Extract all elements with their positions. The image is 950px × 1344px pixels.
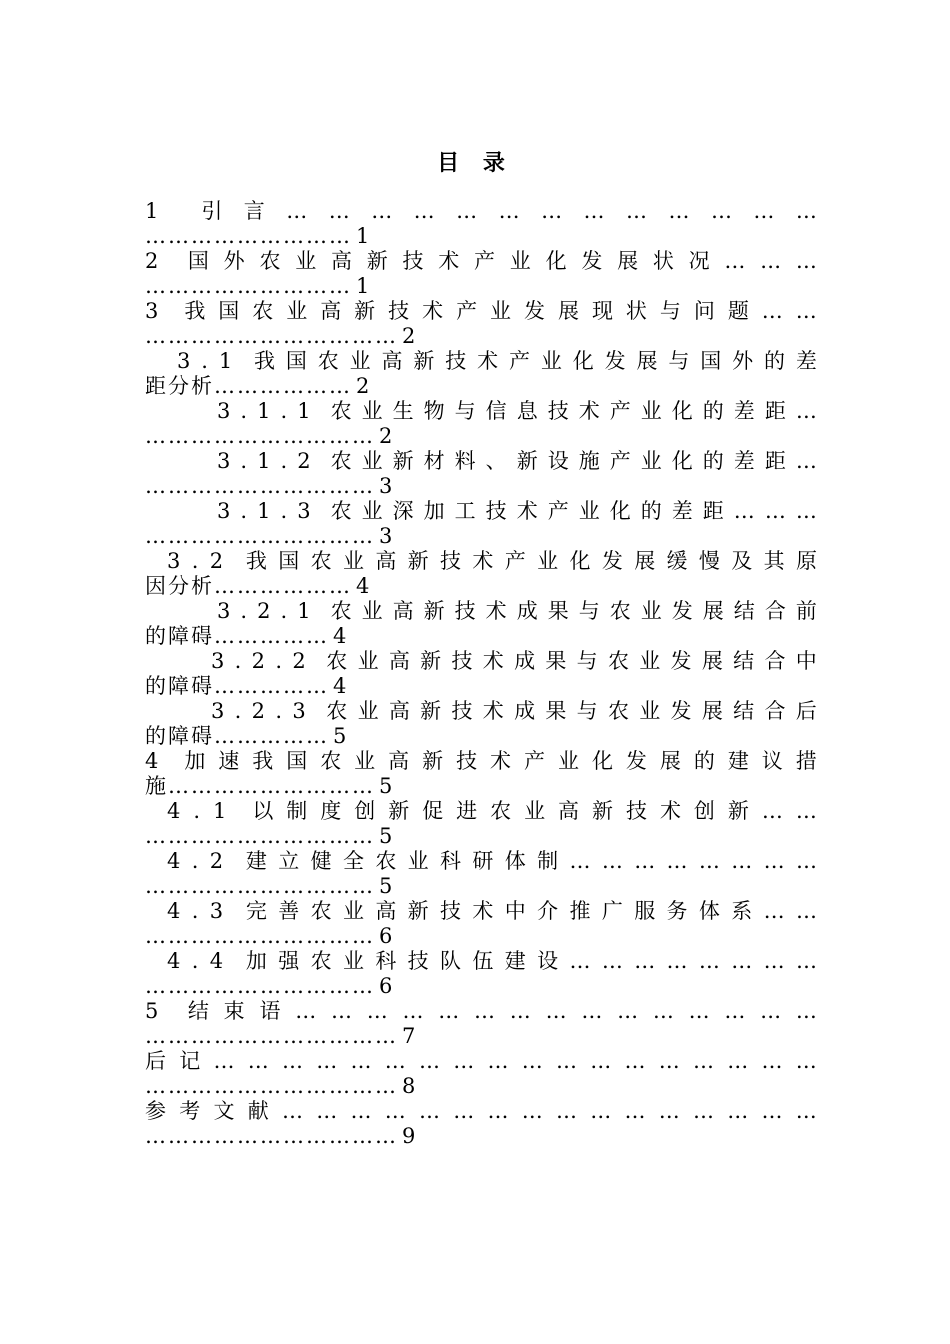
toc-page-number: 9	[402, 1124, 416, 1148]
toc-page-number: 5	[379, 824, 393, 848]
toc-entry-continuation: 的障碍……………	[145, 624, 329, 648]
toc-entry-heading: 3 . 1 . 2 农 业 新 材 料 、 新 设 施 产 业 化 的 差 距 …	[217, 449, 817, 473]
toc-entry-heading: 3 . 2 我 国 农 业 高 新 技 术 产 业 化 发 展 缓 慢 及 其 原	[167, 549, 817, 573]
toc-entry-leader	[145, 724, 817, 749]
toc-entry	[145, 249, 817, 299]
toc-entry-leader	[145, 574, 817, 599]
toc-entry-continuation: ……………………………	[145, 1124, 398, 1148]
toc-entry-heading: 3 . 1 . 3 农 业 深 加 工 技 术 产 业 化 的 差 距 … … …	[217, 499, 817, 523]
toc-entry-heading: 4 . 1 以 制 度 创 新 促 进 农 业 高 新 技 术 创 新 … …	[167, 799, 817, 823]
toc-entry-continuation: …………………………	[145, 424, 375, 448]
table-of-contents	[145, 199, 817, 1149]
toc-entry	[145, 999, 817, 1049]
toc-entry	[145, 949, 817, 999]
toc-entry-leader	[145, 224, 817, 249]
toc-entry-continuation: ……………………………	[145, 1074, 398, 1098]
toc-entry	[145, 199, 817, 249]
toc-page-number: 5	[333, 724, 347, 748]
toc-entry-continuation: ………………………	[145, 224, 352, 248]
toc-entry-continuation: ………………………	[145, 274, 352, 298]
toc-entry	[145, 699, 817, 749]
toc-entry-continuation: 的障碍……………	[145, 674, 329, 698]
toc-entry-continuation: 因分析………………	[145, 574, 352, 598]
toc-entry-leader	[145, 524, 817, 549]
toc-page-number: 6	[379, 974, 393, 998]
toc-entry-leader	[145, 274, 817, 299]
toc-page-number: 8	[402, 1074, 416, 1098]
toc-page-number: 3	[379, 474, 393, 498]
toc-entry-heading: 3 . 2 . 3 农 业 高 新 技 术 成 果 与 农 业 发 展 结 合 后	[211, 699, 817, 723]
toc-entry-leader	[145, 674, 817, 699]
toc-entry-heading: 3 . 2 . 2 农 业 高 新 技 术 成 果 与 农 业 发 展 结 合 中	[211, 649, 817, 673]
toc-entry-heading: 5 结 束 语 … … … … … … … … … … … … … … …	[145, 999, 817, 1023]
toc-entry-heading: 3 . 1 . 1 农 业 生 物 与 信 息 技 术 产 业 化 的 差 距 …	[217, 399, 817, 423]
toc-entry-heading: 参 考 文 献 … … … … … … … … … … … … … … … …	[145, 1099, 817, 1123]
toc-entry-leader	[145, 374, 817, 399]
toc-entry	[145, 899, 817, 949]
toc-entry-heading: 3 . 1 我 国 农 业 高 新 技 术 产 业 化 发 展 与 国 外 的 差	[177, 349, 817, 373]
toc-page-number: 1	[356, 274, 370, 298]
toc-entry-leader	[145, 874, 817, 899]
toc-entry-leader	[145, 324, 817, 349]
toc-entry-continuation: 的障碍……………	[145, 724, 329, 748]
toc-entry	[145, 799, 817, 849]
toc-page-number: 4	[356, 574, 370, 598]
toc-entry-heading: 3 我 国 农 业 高 新 技 术 产 业 发 展 现 状 与 问 题 … …	[145, 299, 817, 323]
toc-entry-heading: 4 . 2 建 立 健 全 农 业 科 研 体 制 … … … … … … … …	[167, 849, 817, 873]
toc-entry-heading: 4 . 3 完 善 农 业 高 新 技 术 中 介 推 广 服 务 体 系 … …	[167, 899, 817, 923]
toc-entry	[145, 499, 817, 549]
toc-entry-leader	[145, 774, 817, 799]
toc-entry	[145, 749, 817, 799]
toc-entry-leader	[145, 474, 817, 499]
toc-entry-continuation: ……………………………	[145, 1024, 398, 1048]
toc-entry-leader	[145, 974, 817, 999]
toc-entry	[145, 1049, 817, 1099]
toc-entry-leader	[145, 1124, 817, 1149]
toc-entry	[145, 299, 817, 349]
toc-entry-leader	[145, 1024, 817, 1049]
toc-entry	[145, 349, 817, 399]
toc-page-number: 2	[402, 324, 416, 348]
toc-entry	[145, 549, 817, 599]
toc-entry-continuation: …………………………	[145, 974, 375, 998]
toc-entry	[145, 649, 817, 699]
toc-entry-leader	[145, 424, 817, 449]
toc-page-number: 5	[379, 874, 393, 898]
toc-page-number: 4	[333, 674, 347, 698]
toc-page-number: 6	[379, 924, 393, 948]
toc-page-number: 1	[356, 224, 370, 248]
toc-entry-heading: 2 国 外 农 业 高 新 技 术 产 业 化 发 展 状 况 … … …	[145, 249, 817, 273]
toc-entry-continuation: …………………………	[145, 474, 375, 498]
toc-entry-heading: 3 . 2 . 1 农 业 高 新 技 术 成 果 与 农 业 发 展 结 合 前	[217, 599, 817, 623]
toc-entry	[145, 599, 817, 649]
toc-title: 目 录	[437, 151, 513, 176]
toc-entry-continuation: ……………………………	[145, 324, 398, 348]
toc-entry	[145, 849, 817, 899]
toc-entry-heading: 4 加 速 我 国 农 业 高 新 技 术 产 业 化 发 展 的 建 议 措	[145, 749, 817, 773]
toc-entry-continuation: …………………………	[145, 824, 375, 848]
toc-entry	[145, 449, 817, 499]
toc-page-number: 4	[333, 624, 347, 648]
toc-entry-heading: 4 . 4 加 强 农 业 科 技 队 伍 建 设 … … … … … … … …	[167, 949, 817, 973]
toc-entry	[145, 399, 817, 449]
toc-page-number: 2	[379, 424, 393, 448]
toc-page-number: 2	[356, 374, 370, 398]
toc-entry-leader	[145, 924, 817, 949]
toc-entry-heading: 后 记 … … … … … … … … … … … … … … … … … …	[145, 1049, 817, 1073]
toc-entry-continuation: …………………………	[145, 874, 375, 898]
toc-entry-leader	[145, 624, 817, 649]
toc-entry-leader	[145, 1074, 817, 1099]
toc-page-number: 5	[379, 774, 393, 798]
toc-entry	[145, 1099, 817, 1149]
toc-entry-continuation: …………………………	[145, 924, 375, 948]
toc-entry-continuation: …………………………	[145, 524, 375, 548]
toc-page-number: 3	[379, 524, 393, 548]
toc-entry-leader	[145, 824, 817, 849]
toc-entry-continuation: 距分析………………	[145, 374, 352, 398]
toc-entry-continuation: 施………………………	[145, 774, 375, 798]
toc-page-number: 7	[402, 1024, 416, 1048]
toc-entry-heading: 1 引 言 … … … … … … … … … … … … …	[145, 199, 817, 223]
